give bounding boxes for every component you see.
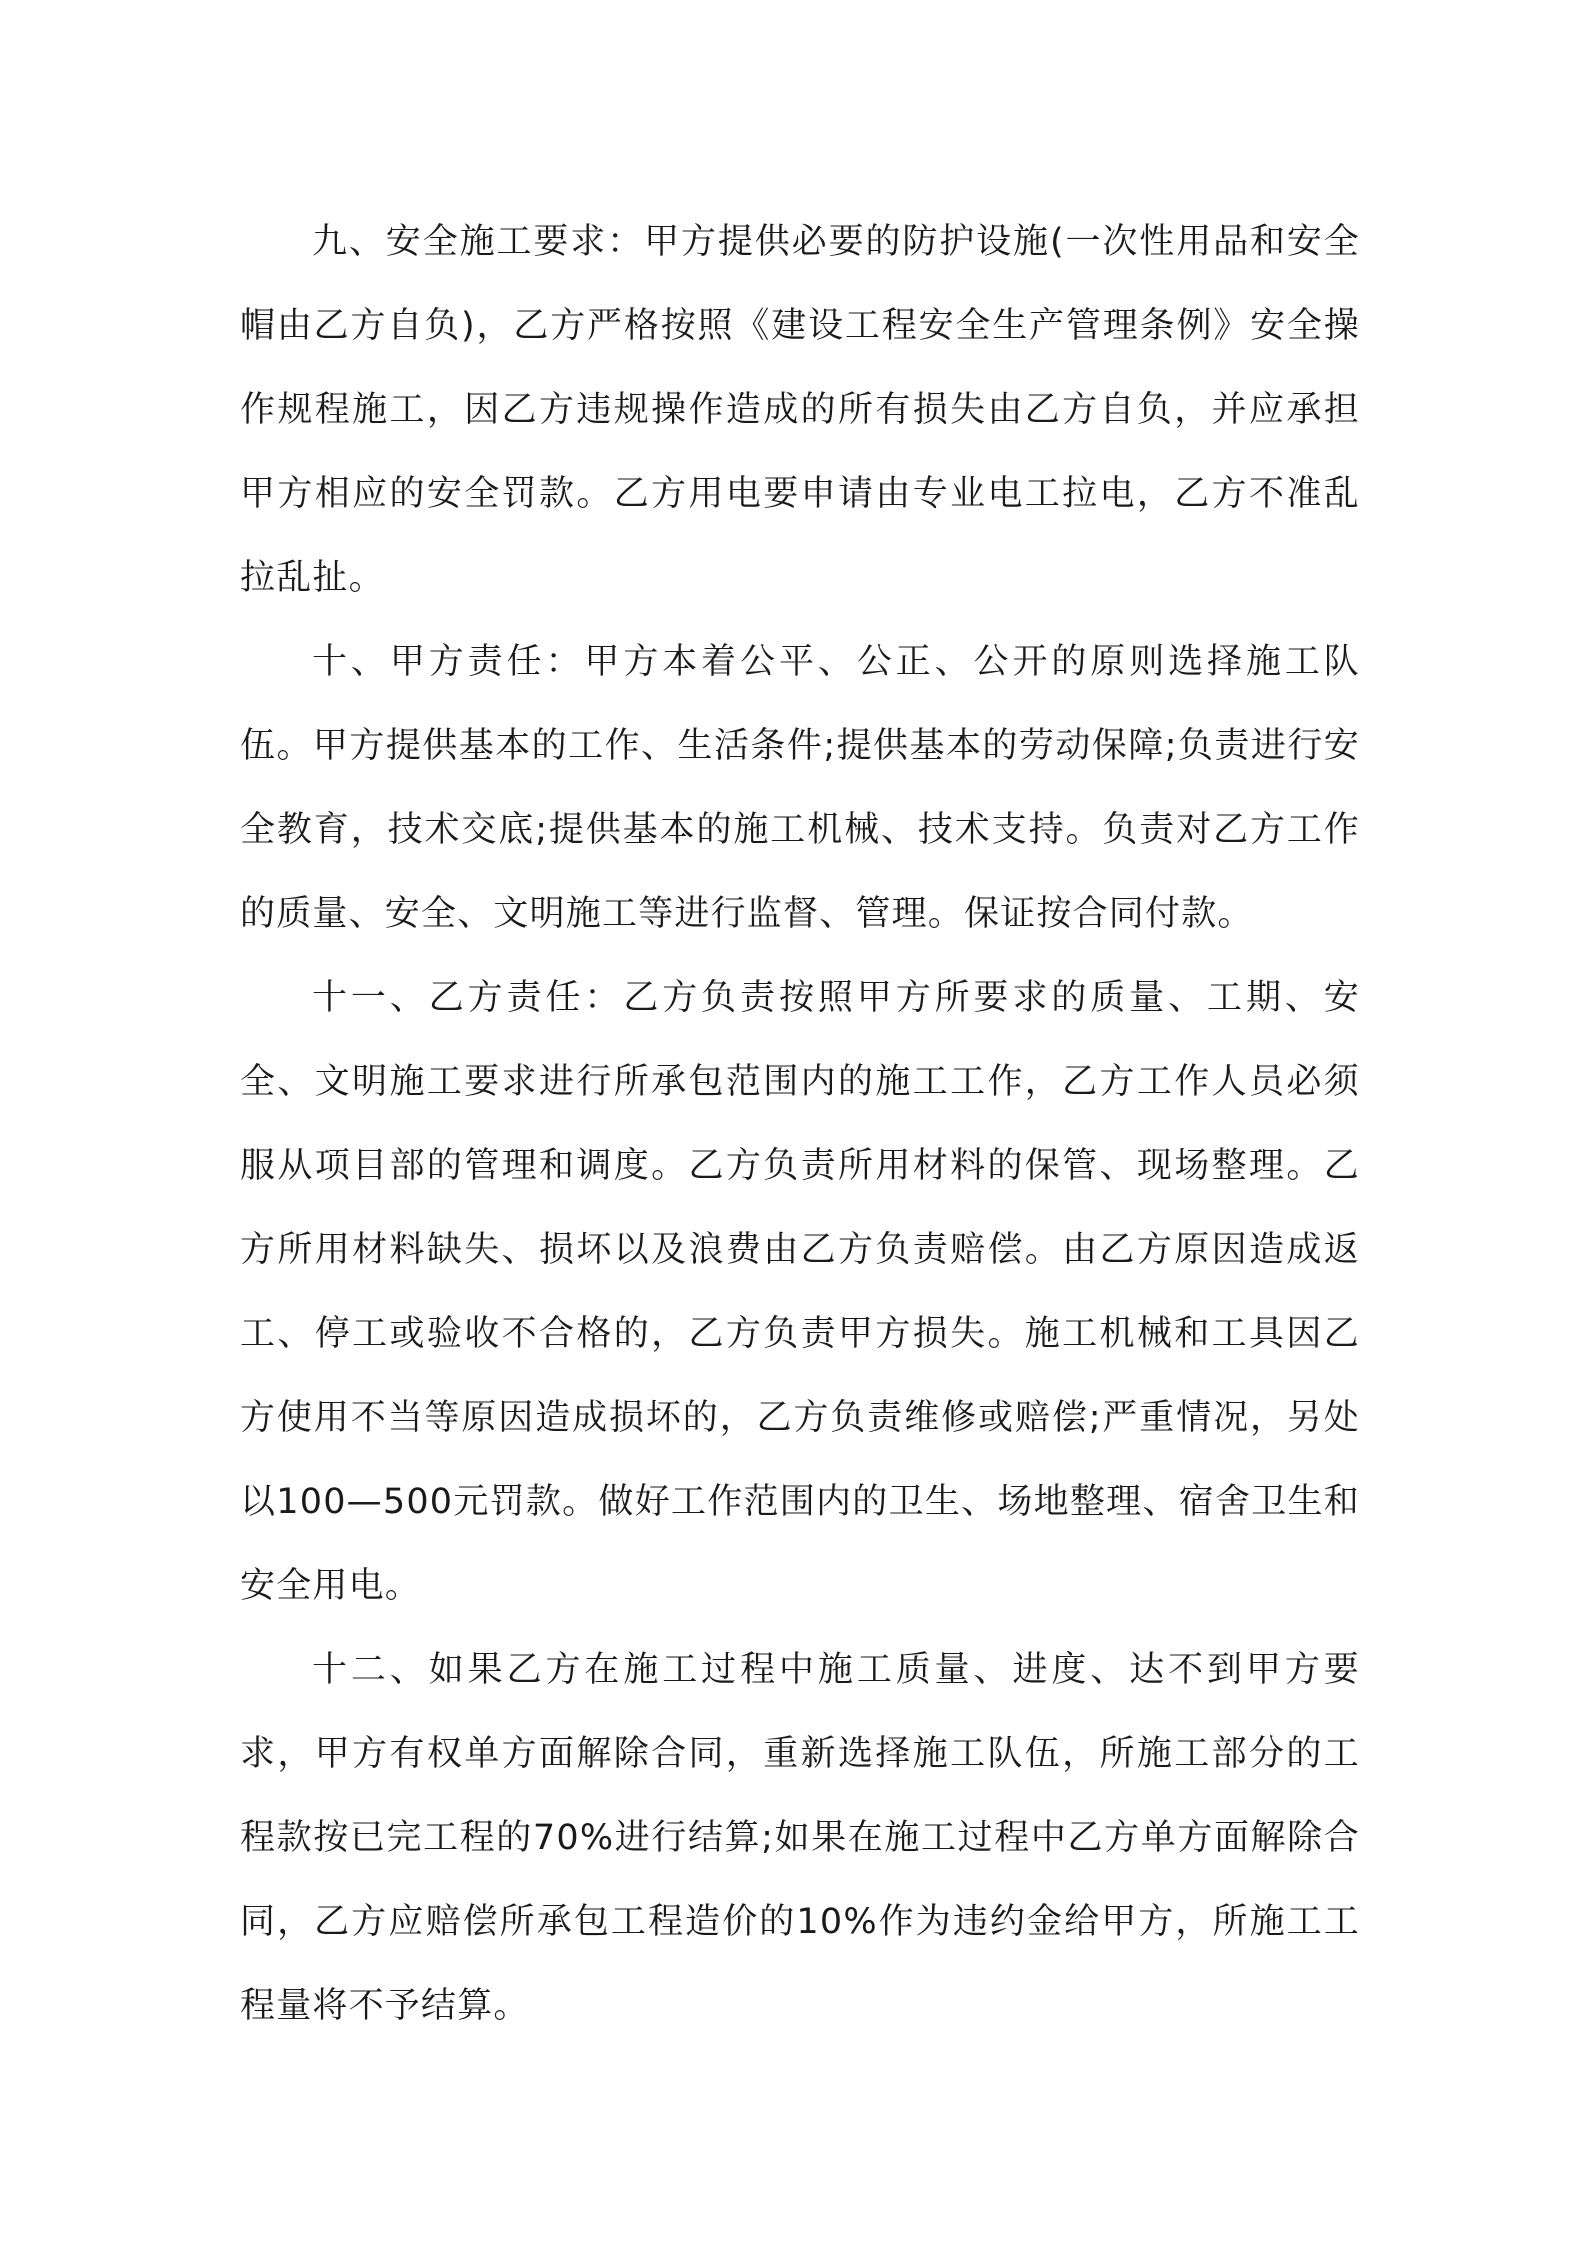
clause-9-paragraph: 九、安全施工要求：甲方提供必要的防护设施(一次性用品和安全帽由乙方自负)，乙方严格按照《建设工程安全生产管理条例》安全操作规程施工，因乙方违规操作造成的所有损失由乙方自负，并应承担甲方相应的安全罚款。乙方用电要申请由专业电工拉电，乙方不准乱拉乱扯。	[240, 222, 1360, 598]
clause-12-paragraph: 十二、如果乙方在施工过程中施工质量、进度、达不到甲方要求，甲方有权单方面解除合同，重新选择施工队伍，所施工部分的工程款按已完工程的70%进行结算;如果在施工过程中乙方单方面解除合同，乙方应赔偿所承包工程造价的10%作为违约金给甲方，所施工工程量将不予结算。	[240, 1650, 1360, 2026]
clause-10-paragraph: 十、甲方责任：甲方本着公平、公正、公开的原则选择施工队伍。甲方提供基本的工作、生活条件;提供基本的劳动保障;负责进行安全教育，技术交底;提供基本的施工机械、技术支持。负责对乙方工作的质量、安全、文明施工等进行监督、管理。保证按合同付款。	[240, 642, 1360, 934]
document-body	[240, 200, 1360, 2048]
clause-11-paragraph: 十一、乙方责任：乙方负责按照甲方所要求的质量、工期、安全、文明施工要求进行所承包范围内的施工工作，乙方工作人员必须服从项目部的管理和调度。乙方负责所用材料的保管、现场整理。乙方所用材料缺失、损坏以及浪费由乙方负责赔偿。由乙方原因造成返工、停工或验收不合格的，乙方负责甲方损失。施工机械和工具因乙方使用不当等原因造成损坏的，乙方负责维修或赔偿;严重情况，另处以100—500元罚款。做好工作范围内的卫生、场地整理、宿舍卫生和安全用电。	[240, 978, 1360, 1606]
